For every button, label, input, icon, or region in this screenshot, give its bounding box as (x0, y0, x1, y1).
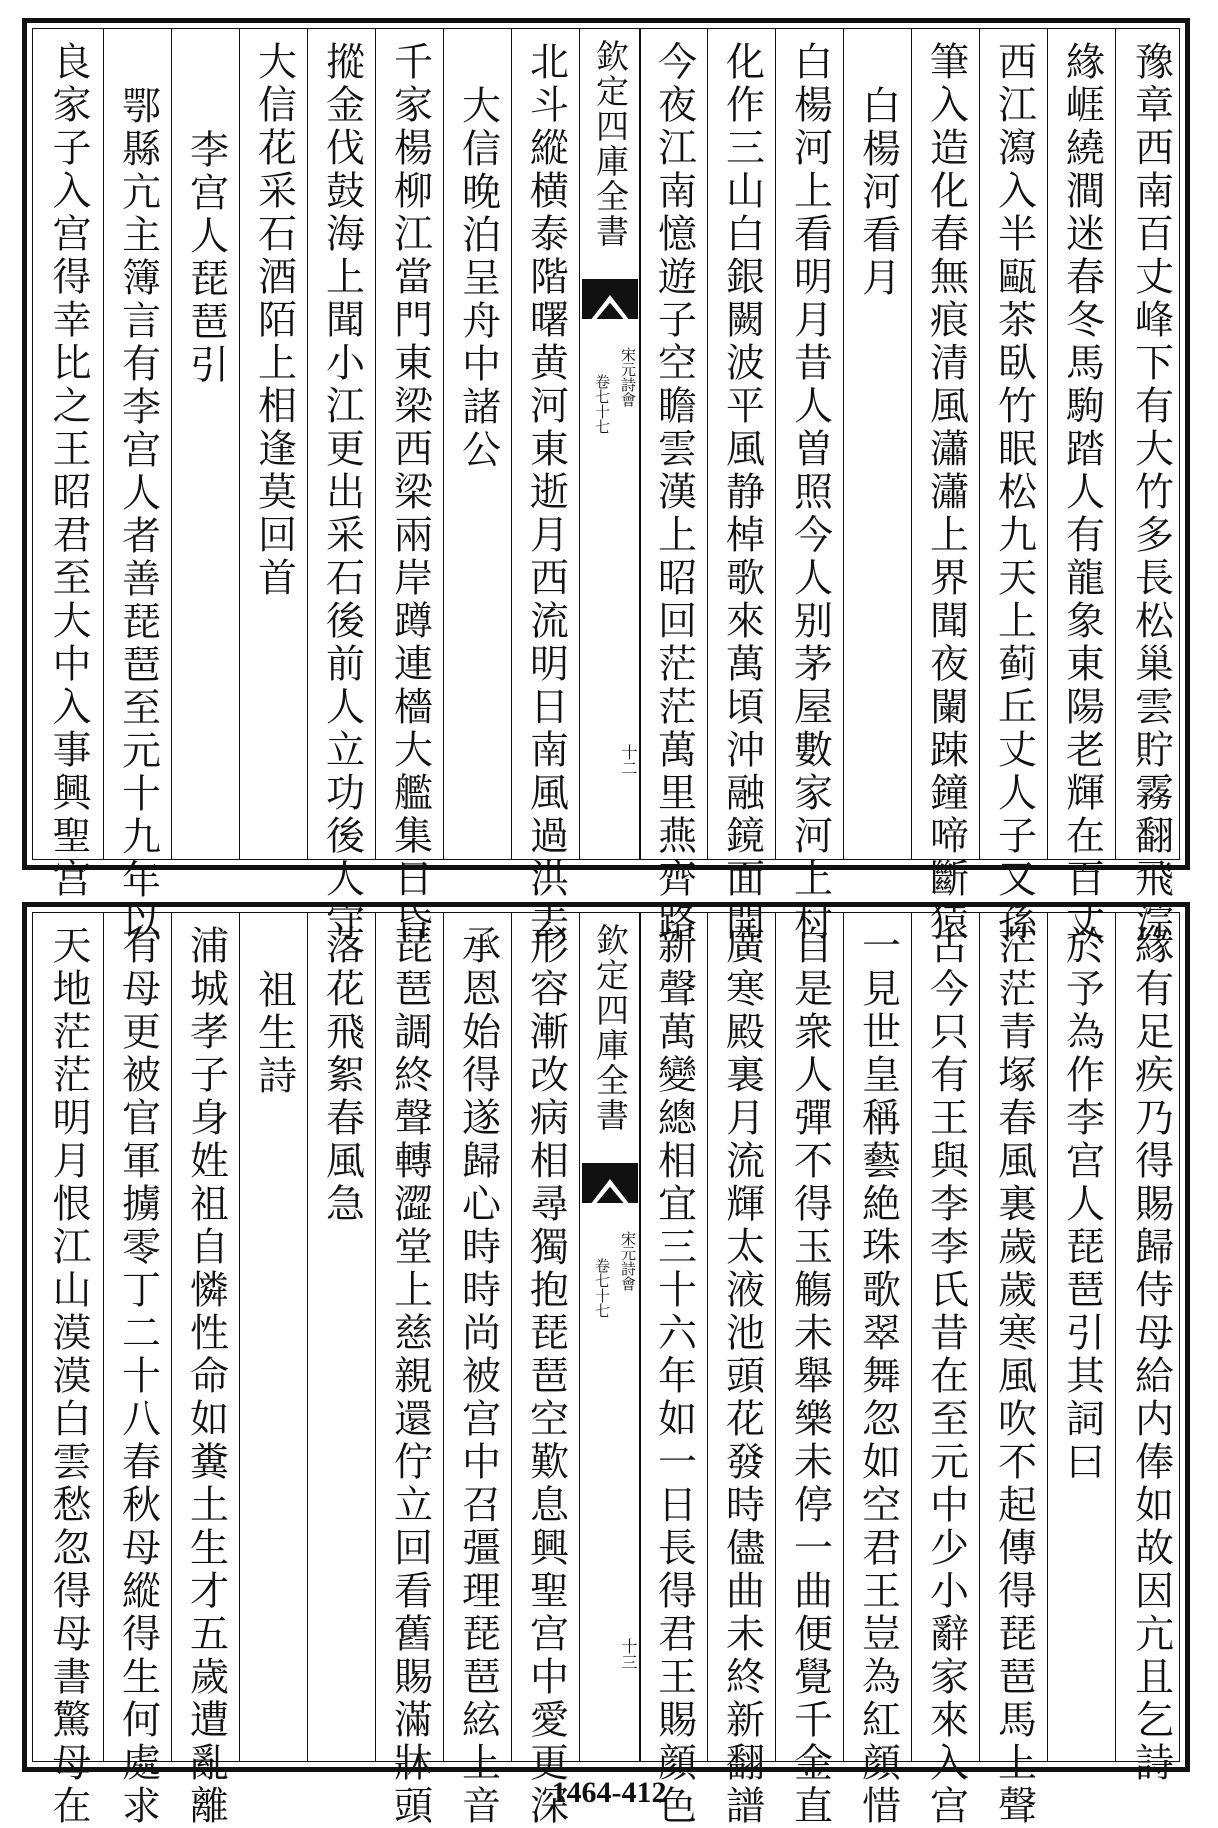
column (1047, 913, 1115, 1761)
poem-title: 李宫人琵琶引 (183, 129, 229, 387)
column (775, 913, 843, 1828)
column-text: 古今只有王與李李氏昔在至元中少小辭家來入宫 (923, 925, 969, 1828)
column-text: 千家楊柳江當門東梁西梁兩岸蹲連檣大艦集日昏 (387, 41, 433, 944)
column-text: 筆入造化春無痕清風瀟瀟上界聞夜闌踈鐘啼斷猿 (923, 41, 969, 944)
column (443, 29, 511, 859)
collection-title: 宋元詩會 (619, 1231, 637, 1291)
column-text: 茫茫青塚春風裏歲歲寒風吹不起傳得琵琶馬上聲 (991, 925, 1037, 1828)
column-text: 於予為作李宫人琵琶引其詞曰 (1059, 925, 1105, 1484)
column (375, 29, 443, 944)
column-text: 摐金伐鼓海上聞小江更出采石後前人立功後人守 (319, 41, 365, 944)
column (239, 29, 307, 859)
column (307, 29, 375, 944)
column-text: 浦城孝子身姓祖自憐性命如糞土生才五歲遭亂離 (183, 925, 229, 1828)
folio-top-frame (32, 28, 1180, 945)
column-text: 鄂縣亢主簿言有李宫人者善琵琶至元十九年以 (115, 85, 161, 945)
book-title: 欽定四庫全書 (591, 39, 630, 249)
column (33, 913, 103, 1828)
column-text: 大信花采石酒陌上相逢莫回首 (251, 41, 297, 600)
column (707, 29, 775, 944)
poem-title: 大信晚泊呈舟中諸公 (455, 85, 501, 472)
column (33, 29, 103, 901)
column-text: 北斗縱横泰階曙黄河東逝月西流明日南風過洪去 (523, 41, 569, 944)
column (307, 913, 375, 1761)
column-text: 豫章西南百丈峰下有大竹多長松巢雲貯霧翻飛淙 (1128, 41, 1174, 944)
column (707, 913, 775, 1828)
page-number: 十二 (619, 744, 638, 776)
column-text: 天地茫茫明月恨江山漠漠白雲愁忽得母書驚母在 (46, 925, 91, 1828)
column (171, 29, 239, 859)
column (775, 29, 843, 944)
column-text: 自是衆人彈不得玉觴未舉樂未停一曲便覺千金直 (787, 925, 833, 1828)
column (639, 913, 707, 1828)
column (103, 29, 171, 945)
column (1115, 29, 1185, 944)
poem-title: 祖生詩 (251, 969, 297, 1098)
column-text: 良家子入宫得幸比之王昭君至大中入事興聖宫 (46, 41, 91, 901)
folio-top (22, 18, 1190, 945)
fold-column (579, 913, 641, 1761)
column (375, 913, 443, 1828)
book-title: 欽定四庫全書 (591, 923, 630, 1133)
column-text: 有母更被官軍擄零丁二十八春秋母縱得生何處求 (115, 925, 161, 1828)
column (511, 913, 579, 1828)
column-text: 今夜江南憶遊子空瞻雲漢上昭回茫茫萬里燕齊路 (651, 41, 697, 944)
column-text: 承恩始得遂歸心時時尚被宫中召彊理琵琶絃上音 (455, 925, 501, 1828)
fishtail-mark (582, 1163, 638, 1203)
column-text: 形容漸改病相尋獨抱琵琶空歎息興聖宫中愛更深 (523, 925, 569, 1828)
page-number: 十三 (619, 1638, 638, 1670)
column-text: 廣寒殿裏月流輝太液池頭花發時儘曲未終新翻譜 (719, 925, 765, 1828)
column (911, 29, 979, 944)
column (979, 913, 1047, 1828)
collection-title: 宋元詩會 (619, 347, 637, 407)
column (843, 29, 911, 859)
column-text: 緣崕繞澗迷春冬馬駒踏人有龍象東陽老輝在百丈 (1059, 41, 1105, 944)
volume-label: 卷七十七 (593, 1258, 611, 1318)
column-text: 一見世皇稱藝絶珠歌翠舞忽如空君王豈為紅顔惜 (855, 925, 901, 1828)
poem-title: 白楊河看月 (855, 85, 901, 300)
column (911, 913, 979, 1828)
column (843, 913, 911, 1828)
volume-label: 卷七十七 (593, 374, 611, 434)
column-text: 化作三山白銀闕波平風静棹歌來萬頃沖融鏡面開 (719, 41, 765, 944)
column-text: 西江瀉入半甌茶臥竹眠松九天上蓟丘丈人子又孫 (991, 41, 1037, 944)
column (511, 29, 579, 944)
column (1047, 29, 1115, 944)
column-text: 落花飛絮春風急 (319, 925, 365, 1226)
column-text: 緣有足疾乃得賜歸侍母給内俸如故因亢且乞詩 (1128, 925, 1174, 1785)
column (1115, 913, 1185, 1785)
column (171, 913, 239, 1828)
column (239, 913, 307, 1761)
column-text: 琵琶調終聲轉澀堂上慈親還佇立回看舊賜滿牀頭 (387, 925, 433, 1828)
fishtail-mark (582, 279, 638, 319)
column-text: 白楊河上看明月昔人曽照今人别茅屋數家河上村 (787, 41, 833, 944)
column-text: 新聲萬變總相宜三十六年如一日長得君王賜顔色 (651, 925, 697, 1828)
fold-column (579, 29, 641, 859)
column (979, 29, 1047, 944)
page-footer-number: 1464-412 (551, 1776, 667, 1809)
column (103, 913, 171, 1828)
column (443, 913, 511, 1828)
column (639, 29, 707, 944)
